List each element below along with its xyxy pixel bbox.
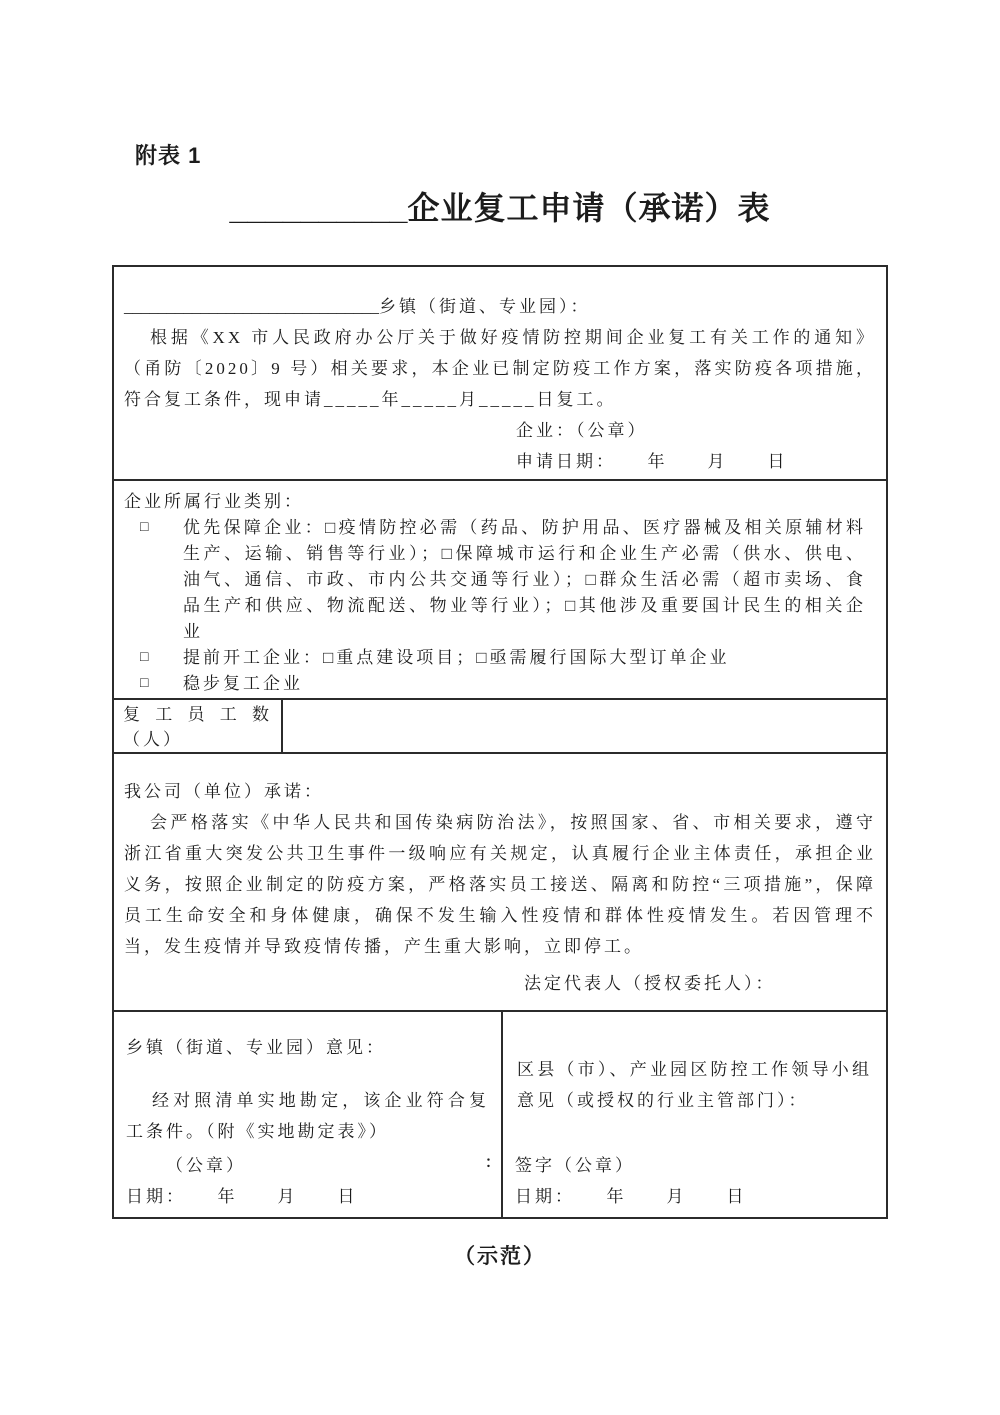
district-opinion-heading: 区县（市）、产业园区防控工作领导小组意见（或授权的行业主管部门）：: [517, 1060, 872, 1110]
township-opinion-cell: [114, 1012, 503, 1217]
township-date-line: 日期： 年 月 日: [126, 1187, 358, 1206]
industry-heading: 企业所属行业类别：: [124, 492, 304, 511]
industry-item-early-start: [124, 645, 876, 671]
apply-date-line: 申请日期： 年 月 日: [516, 452, 788, 471]
addressee-label: 乡镇（街道、专业园）：: [379, 297, 591, 316]
addressee-blank-line: ______________________________: [124, 297, 379, 316]
employee-count-label-cell: [114, 700, 283, 752]
company-seal-label: 企业：（公章）: [516, 421, 648, 440]
section-commitment: [114, 752, 886, 1010]
checkbox-icon: □: [140, 676, 149, 691]
application-form-table: [112, 265, 888, 1219]
stray-colon-text: ：: [484, 1155, 500, 1171]
application-paragraph: 根据《XX 市人民政府办公厅关于做好疫情防控期间企业复工有关工作的通知》（甬防〔2020〕9 号）相关要求，本企业已制定防疫工作方案，落实防疫各项措施，符合复工条件，现申请_____年_____月_____日复工。: [124, 328, 876, 409]
section-employee-count: [114, 698, 886, 752]
township-opinion-heading: 乡镇（街道、专业园）意见：: [126, 1038, 386, 1057]
checkbox-icon: □: [140, 520, 149, 535]
page-title: [0, 183, 1000, 229]
district-date-line: 日期： 年 月 日: [515, 1187, 747, 1206]
township-sign-block: [126, 1150, 489, 1212]
title-text: 企业复工申请（承诺）表: [407, 190, 771, 226]
township-seal-label: （公章）: [166, 1156, 246, 1175]
district-sign-seal-label: 签字（公章）: [515, 1156, 635, 1175]
employee-count-label: 复工员工数: [123, 705, 272, 724]
attachment-label: 附表 1: [135, 143, 202, 168]
section-opinions: [114, 1010, 886, 1217]
section-application: [114, 267, 886, 479]
commitment-paragraph: 会严格落实《中华人民共和国传染病防治法》，按照国家、省、市相关要求，遵守浙江省重大突发公共卫生事件一级响应有关规定，认真履行企业主体责任，承担企业义务，按照企业制定的防疫方案，严格落实员工接送、隔离和防控“三项措施”，保障员工生命安全和身体健康，确保不发生输入性疫情和群体性疫情发生。若因管理不当，发生疫情并导致疫情传播，产生重大影响，立即停工。: [124, 813, 876, 956]
employee-count-value-cell: [283, 700, 886, 752]
demo-note: （示范）: [454, 1245, 546, 1268]
checkbox-icon: □: [140, 650, 149, 665]
commitment-heading: 我公司（单位）承诺：: [124, 782, 324, 801]
legal-representative-line: 法定代表人（授权委托人）：: [524, 974, 776, 993]
section-industry-category: [114, 479, 886, 698]
district-opinion-cell: [503, 1012, 886, 1217]
industry-item-text: 稳步复工企业: [183, 674, 303, 693]
industry-item-priority: [124, 515, 876, 645]
industry-item-text: 提前开工企业：□重点建设项目；□亟需履行国际大型订单企业: [183, 648, 730, 667]
employee-count-unit: （人）: [123, 730, 183, 749]
township-opinion-body: 经对照清单实地勘定，该企业符合复工条件。（附《实地勘定表》）: [126, 1091, 489, 1141]
title-blank-line: __________: [229, 190, 408, 226]
addressee-line: [124, 291, 876, 322]
district-sign-block: [515, 1150, 874, 1212]
company-seal-block: [516, 415, 876, 477]
industry-item-steady-resume: [124, 671, 876, 697]
industry-item-text: 优先保障企业：□疫情防控必需（药品、防护用品、医疗器械及相关原辅材料生产、运输、销售等行业）；□保障城市运行和企业生产必需（供水、供电、油气、通信、市政、市内公共交通等行业）；□群众生活必需（超市卖场、食品生产和供应、物流配送、物业等行业）；□其他涉及重要国计民生的相关企业: [183, 518, 866, 641]
